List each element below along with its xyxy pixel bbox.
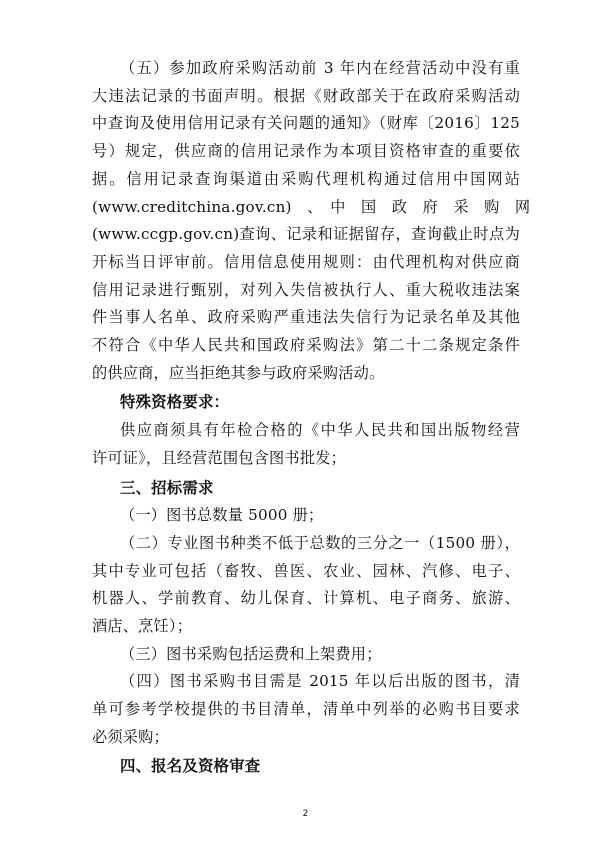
paragraph-line: 机器人、学前教育、幼儿保育、计算机、电子商务、旅游、 (92, 589, 520, 608)
paragraph-line: 号）规定，供应商的信用记录作为本项目资格审查的重要依 (92, 142, 520, 161)
section-heading-registration: 四、报名及资格审查 (120, 756, 261, 775)
page-number: 2 (302, 809, 309, 819)
paragraph-line: 信用记录进行甄别，对列入失信被执行人、重大税收违法案 (92, 280, 520, 299)
list-item: （一）图书总数量 5000 册； (120, 506, 324, 525)
paragraph-line: 不符合《中华人民共和国政府采购法》第二十二条规定条件 (92, 336, 520, 354)
paragraph-line: 据。信用记录查询渠道由采购代理机构通过信用中国网站 (92, 169, 520, 188)
paragraph-line: 许可证》，且经营范围包含图书批发； (92, 448, 346, 467)
section-heading-tender-requirements: 三、招标需求 (120, 478, 214, 497)
list-item: （二）专业图书种类不低于总数的三分之一（1500 册）， (120, 533, 520, 552)
paragraph-line: 件当事人名单、政府采购严重违法失信行为记录名单及其他 (92, 308, 520, 327)
paragraph-line: (www.creditchina.gov.cn) 、 中 国 政 府 采 购 网 (92, 197, 531, 216)
paragraph-line: （五）参加政府采购活动前 3 年内在经营活动中没有重 (120, 59, 520, 77)
paragraph-line: 供应商须具有年检合格的《中华人民共和国出版物经营 (120, 421, 520, 440)
paragraph-line: 大违法记录的书面声明。根据《财政部关于在政府采购活动 (92, 86, 520, 105)
paragraph-line: 酒店、烹饪）； (92, 617, 193, 635)
list-item: （三）图书采购包括运费和上架费用； (120, 644, 382, 663)
paragraph-line: 的供应商，应当拒绝其参与政府采购活动。 (92, 363, 385, 382)
paragraph-line: 必须采购； (92, 727, 169, 746)
paragraph-line: (www.ccgp.gov.cn)查询、记录和证据留存，查询截止时点为 (92, 225, 520, 244)
special-qualification-heading: 特殊资格要求： (120, 393, 230, 412)
paragraph-line: 开标当日评审前。信用信息使用规则：由代理机构对供应商 (92, 252, 520, 271)
paragraph-line: 其中专业可包括（畜牧、兽医、农业、园林、汽修、电子、 (92, 561, 520, 580)
paragraph-line: 中查询及使用信用记录有关问题的通知》（财库〔2016〕125 (92, 114, 520, 133)
paragraph-line: 单可参考学校提供的书目清单，清单中列举的必购书目要求 (92, 700, 520, 719)
list-item: （四）图书采购书目需是 2015 年以后出版的图书，清 (120, 672, 520, 691)
